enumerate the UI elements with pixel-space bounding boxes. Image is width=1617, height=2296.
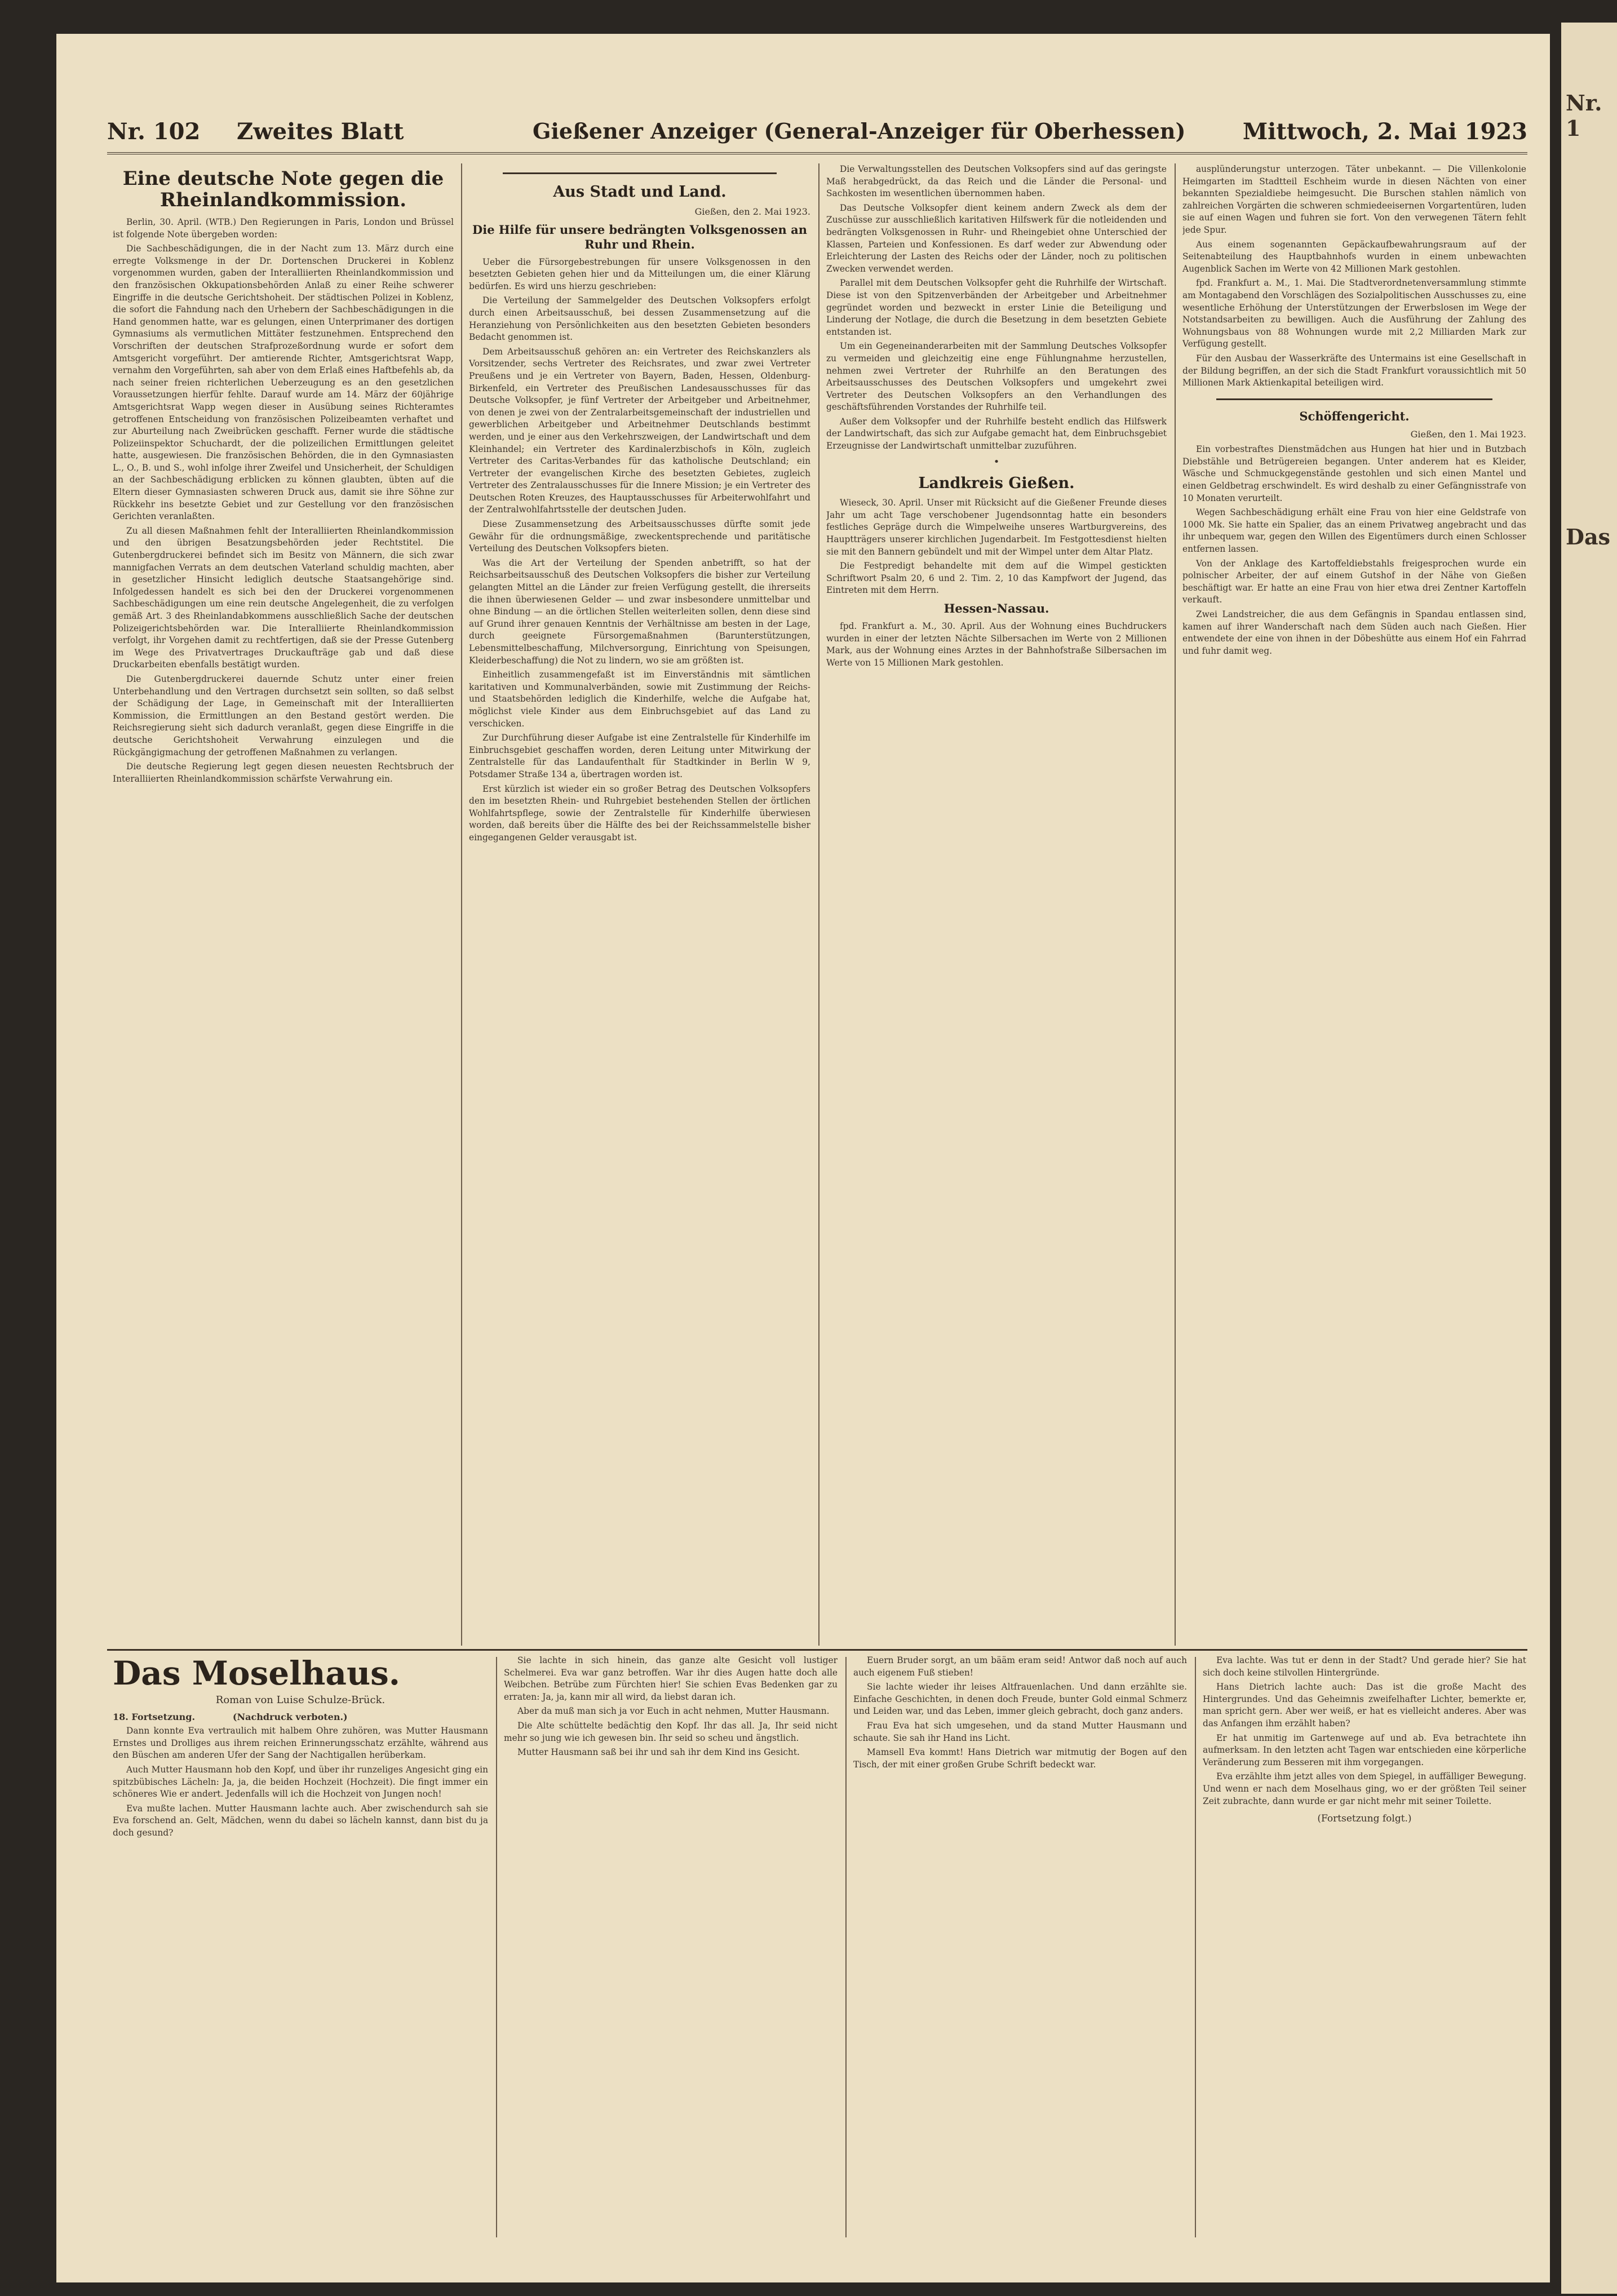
article-paragraph: Aus einem sogenannten Gepäckaufbewahrungsraum auf der Seitenabteilung des Hauptbahnhofs wurden in einem unbewachten Augenblick Sachen im Werte von 42 Millionen Mark gestohlen. [1182, 239, 1526, 274]
article-paragraph: Zwei Landstreicher, die aus dem Gefängnis in Spandau entlassen sind, kamen auf ihrer Wanderschaft nach dem Süden auch nach Gießen. Hier entwendete der eine von ihnen in der Döbeshütte aus einem Hof ein Fahrrad und fuhr damit weg. [1182, 609, 1526, 656]
serial-paragraph: Hans Dietrich lachte auch: Das ist die große Macht des Hintergrundes. Und das Geheimnis zweifelhafter Lichter, bemerkte er, man spricht gern. Aber wer weiß, er hat es vielleicht anderes. Aber was das Anfangen ihm erzählt haben? [1203, 1682, 1526, 1728]
article-paragraph: fpd. Frankfurt a. M., 1. Mai. Die Stadtverordnetenversammlung stimmte am Montagabend den Vorschlägen des Sozialpolitischen Ausschusses zu, eine wesentliche Erhöhung der Unterstützungen der Erwerbslosen im Wege der Notstandsarbeiten zu bewilligen. Auch die Ausführung der Zahlung des Wohnungsbaus von 88 Wohnungen wurde mit 2,2 Milliarden Mark zur Verfügung gestellt. [1182, 278, 1526, 349]
section-title: Schöffengericht. [1299, 409, 1410, 423]
column-2 [469, 163, 810, 1640]
article-paragraph: Die Sachbeschädigungen, die in der Nacht zum 13. März durch eine erregte Volksmenge in der Dr. Dortenschen Druckerei in Koblenz vorgenommen wurden, gaben der Interalliierten Rheinlandkommission und den französischen Okkupationsbehörden Anlaß zu einer Reihe schwerer Eingriffe in die deutsche Gerichtshoheit. Der städtischen Polizei in Koblenz, die sofort die Fahndung nach den Urhebern der Sachbeschädigungen in die Hand genommen hatte, war es gelungen, einen Unterprimaner des dortigen Gymnasiums als vermutlichen Mittäter festzunehmen. Entsprechend den Vorschriften der deutschen Strafprozeßordnung wurde er sofort dem Amtsgericht vorgeführt. Der amtierende Richter, Amtsgerichtsrat Wapp, vernahm den Vorgeführten, sah aber von dem Erlaß eines Haftbefehls ab, da nach seiner freien richterlichen Ueberzeugung es an den gesetzlichen Voraussetzungen hierfür fehlte. Darauf wurde am 14. März der 60jährige Amtsgerichtsrat Wapp wegen dieser in Ausübung seines Richteramtes getroffenen Entscheidung von französischen Polizeibeamten verhaftet und zur Aburteilung nach Zweibrücken geschafft. Ferner wurde die städtische Polizeiinspektor Schuchardt, der die polizeilichen Ermittlungen geleitet hatte, ausgewiesen. Die französischen Behörden, die in den Gymnasiasten L., O., B. und S., wohl infolge ihrer Zweifel und Unsicherheit, der Schuldigen an der Sachbeschädigung erblicken zu können glaubten, übten auf die Eltern dieser Gymnasiasten schweren Druck aus, damit sie ihre Söhne zur Rückkehr ins besetzte Gebiet und zur Gestellung vor den französischen Gerichten veranlaßten. [113, 243, 454, 522]
continued-note: (Fortsetzung folgt.) [1317, 1813, 1412, 1825]
serial-paragraph: Eva lachte. Was tut er denn in der Stadt? Und gerade hier? Sie hat sich doch keine stilvollen Hintergründe. [1203, 1655, 1526, 1678]
installment-number: 18. Fortsetzung. [113, 1711, 196, 1722]
serial-paragraph: Sie lachte wieder ihr leises Altfrauenlachen. Und dann erzählte sie. Einfache Geschichten, in denen doch Freude, bunter Gold einmal Schmerz und Leiden war, und das Leben, immer gleich gebracht, doch ganz anders. [853, 1682, 1187, 1717]
article-paragraph: Von der Anklage des Kartoffeldiebstahls freigesprochen wurde ein polnischer Arbeiter, der auf einem Gutshof in der Nähe von Gießen beschäftigt war. Er hatte an eine Frau von hier etwa drei Zentner Kartoffeln verkauft. [1182, 558, 1526, 605]
serial-paragraph: Aber da muß man sich ja vor Euch in acht nehmen, Mutter Hausmann. [517, 1706, 830, 1717]
article-paragraph: Zur Durchführung dieser Aufgabe ist eine Zentralstelle für Kinderhilfe im Einbruchsgebiet geschaffen worden, deren Leitung unter Mitwirkung der Zentralstelle für das Landaufenthalt für Stadtkinder in Berlin W 9, Potsdamer Straße 134 a, übertragen worden ist. [469, 733, 810, 779]
article-paragraph: Was die Art der Verteilung der Spenden anbetrifft, so hat der Reichsarbeitsausschuß des Deutschen Volksopfers die bisher zur Verteilung gelangten Mittel an die Länder zur freien Verfügung gestellt, die ihrerseits die ihnen überwiesenen Gelder — und zwar insbesondere unmittelbar und ohne Bindung — an die örtlichen Stellen weiterleiten sollen, denn diese sind auf Grund ihrer genauen Kenntnis der Verhältnisse am besten in der Lage, durch geeignete Fürsorgemaßnahmen (Barunterstützungen, Lebensmittelbeschaffung, Milchversorgung, Einrichtung von Speisungen, Kleiderbeschaffung) die Not zu lindern, wo sie am größten ist. [469, 557, 810, 666]
article-paragraph: Außer dem Volksopfer und der Ruhrhilfe besteht endlich das Hilfswerk der Landwirtschaft, das sich zur Aufgabe gemacht hat, dem Einbruchsgebiet Erzeugnisse der Landwirtschaft unmittelbar zuzuführen. [826, 416, 1167, 451]
issue-number: Nr. 102 [107, 118, 201, 145]
article-paragraph: Ein vorbestraftes Dienstmädchen aus Hungen hat hier und in Butzbach Diebstähle und Betrügereien begangen. Unter anderem hat es Kleider, Wäsche und Schmuckgegenstände gestohlen und sich einen Mantel und einen Geldbetrag erschwindelt. Es wird deshalb zu einer Gefängnisstrafe von 10 Monaten verurteilt. [1182, 444, 1526, 503]
column-divider [845, 1657, 847, 2237]
column-divider [496, 1657, 497, 2237]
article-headline: Die Hilfe für unsere bedrängten Volksgenossen an Ruhr und Rhein. [472, 222, 807, 251]
serial-paragraph: Sie lachte in sich hinein, das ganze alte Gesicht voll lustiger Schelmerei. Eva war ganz betroffen. War ihr dies Augen hatte doch alle Weibchen. Betrübe zum Fürchten hier! Sie schien Evas Bedenken gar zu erraten: Ja, ja, kann mir all wird, da liebst daran ich. [504, 1655, 838, 1702]
article-paragraph: Diese Zusammensetzung des Arbeitsausschusses dürfte somit jede Gewähr für die ordnungsmäßige, zweckentsprechende und paritätische Verteilung des Deutschen Volksopfers bieten. [469, 519, 810, 554]
serial-paragraph: Frau Eva hat sich umgesehen, und da stand Mutter Hausmann und schaute. Sie sah ihr Hand ins Licht. [853, 1720, 1187, 1743]
column-3 [826, 163, 1167, 1640]
article-paragraph: Zu all diesen Maßnahmen fehlt der Interalliierten Rheinlandkommission und den übrigen Besatzungsbehörden jeder Rechtstitel. Die Gutenbergdruckerei befindet sich im Besitz von Männern, die sich zwar mannigfachen Verrats an dem deutschen Vaterland schuldig machten, aber in gesetzlicher Hinsicht lediglich deutsche Staatsangehörige sind. Infolgedessen handelt es sich bei den der Druckerei vorgenommenen Sachbeschädigungen um eine rein deutsche Angelegenheit, die zu verfolgen gemäß Art. 3 des Rheinlandabkommens ausschließlich Sache der deutschen Polizeigerichtsbehörden war. Die Interalliierte Rheinlandkommission verfolgt, ihr Vorgehen damit zu rechtfertigen, daß sie der Presse Gutenberg im Wege des Privatvertrages Druckaufträge gab und daß diese Druckarbeiten ebenfalls bestätigt wurden. [113, 525, 454, 670]
serial-paragraph: Er hat unmitig im Gartenwege auf und ab. Eva betrachtete ihn aufmerksam. In den letzten acht Tagen war entschieden eine körperliche Veränderung zum Besseren mit ihm vorgegangen. [1203, 1732, 1526, 1767]
article-paragraph: Das Deutsche Volksopfer dient keinem andern Zweck als dem der Zuschüsse zur ausschließlich karitativen Hilfswerk für die notleidenden und bedrängten Volksgenossen in Ruhr- und Rheingebiet ohne Unterschied der Klassen, Parteien und Konfessionen. Es darf weder zur Abwendung oder Erleichterung der Lasten des Reichs oder der Länder, noch zu politischen Zwecken verwendet werden. [826, 202, 1167, 274]
reprint-note: (Nachdruck verboten.) [232, 1711, 348, 1722]
adjacent-heading-fragment: Das [1566, 524, 1610, 549]
serial-paragraph: Euern Bruder sorgt, an um bääm eram seid! Antwor daß noch auf auch auch eigenem Fuß stieben! [853, 1655, 1187, 1678]
feuilleton-rule [107, 1649, 1527, 1651]
serial-paragraph: Mutter Hausmann saß bei ihr und sah ihr dem Kind ins Gesicht. [517, 1747, 800, 1758]
section-title: Aus Stadt und Land. [553, 183, 726, 201]
article-paragraph: Wieseck, 30. April. Unser mit Rücksicht auf die Gießener Freunde dieses Jahr um acht Tage verschobener Jugendsonntag hatte ein besonders festliches Gepräge durch die Wimpelweihe unseres Wartburgvereins, des Hauptträgers unserer kirchlichen Jugendarbeit. Im Festgottesdienst hielten sie mit den Bannern gebündelt und mit der Wimpel unter dem Altar Platz. [826, 498, 1167, 557]
section-title: Landkreis Gießen. [918, 475, 1075, 493]
installment-label [113, 1711, 488, 1723]
feuilleton-column-4 [1203, 1655, 1526, 2235]
article-paragraph: Für den Ausbau der Wasserkräfte des Untermains ist eine Gesellschaft in der Bildung begriffen, an der sich die Stadt Frankfurt voraussichtlich mit 50 Millionen Mark Aktienkapital beteiligen wird. [1182, 353, 1526, 388]
article-paragraph: Die deutsche Regierung legt gegen diesen neuesten Rechtsbruch der Interalliierten Rheinlandkommission schärfste Verwahrung ein. [113, 761, 454, 784]
serial-author: Roman von Luise Schulze-Brück. [215, 1694, 386, 1706]
column-divider [1175, 163, 1176, 1646]
serial-paragraph: Dann konnte Eva vertraulich mit halbem Ohre zuhören, was Mutter Hausmann Ernstes und Drolliges aus ihrem reichen Erinnerungsschatz erzählte, während aus den Büschen am anderen Ufer der Sang der Nachtigallen herüberkam. [113, 1726, 488, 1761]
article-paragraph: Die Festpredigt behandelte mit dem auf die Wimpel gestickten Schriftwort Psalm 20, 6 und 2. Tim. 2, 10 das Kampfwort der Jugend, das Eintreten mit dem Herrn. [826, 561, 1167, 596]
column-divider [461, 163, 462, 1646]
column-4 [1182, 163, 1526, 1640]
adjacent-page-fragment [1561, 23, 1617, 2294]
dateline: Gießen, den 1. Mai 1923. [1410, 428, 1526, 440]
article-paragraph: Wegen Sachbeschädigung erhält eine Frau von hier eine Geldstrafe von 1000 Mk. Sie hatte ein Spalier, das an einem Privatweg angebracht und das ihr unbequem war, gegen den Willen des Eigentümers durch einen Schlosser entfernen lassen. [1182, 507, 1526, 555]
feuilleton-column-3 [853, 1655, 1187, 2235]
serial-title: Das Moselhaus. [113, 1655, 400, 1692]
column-1 [113, 163, 454, 1640]
masthead [107, 113, 1527, 154]
separator-dot: • [993, 455, 1000, 468]
adjacent-masthead-fragment: Nr. 1 [1566, 90, 1602, 141]
dateline: Gießen, den 2. Mai 1923. [694, 206, 810, 217]
serial-paragraph: Eva mußte lachen. Mutter Hausmann lachte auch. Aber zwischendurch sah sie Eva forschend an. Gelt, Mädchen, wenn du dabei so lächeln kannst, dann bist du ja doch gesund? [113, 1803, 488, 1838]
article-paragraph: Um ein Gegeneinanderarbeiten mit der Sammlung Deutsches Volksopfer zu vermeiden und gleichzeitig eine enge Fühlungnahme herzustellen, nehmen zwei Vertreter der Ruhrhilfe an den Beratungen des Arbeitsausschusses des Deutschen Volksopfers und umgekehrt zwei Vertreter des Deutschen Volksopfers an den Verhandlungen des geschäftsführenden Vorstandes der Ruhrhilfe teil. [826, 341, 1167, 413]
feuilleton-column-2 [504, 1655, 838, 2235]
column-divider [818, 163, 819, 1646]
section-rule [503, 172, 777, 174]
serial-paragraph: Die Alte schüttelte bedächtig den Kopf. Ihr das all. Ja, Ihr seid nicht mehr so jung wie ich gewesen bin. Ihr seid so scheu und ängstlich. [504, 1720, 838, 1743]
newspaper-title: Gießener Anzeiger (General-Anzeiger für Oberhessen) [533, 118, 1186, 144]
issue-date: Mittwoch, 2. Mai 1923 [1242, 118, 1527, 145]
article-paragraph: Dem Arbeitsausschuß gehören an: ein Vertreter des Reichskanzlers als Vorsitzender, sechs Vertreter des Reichsrates, und zwar zwei Vertreter Preußens und je ein Vertreter von Bayern, Baden, Hessen, Oldenburg-Birkenfeld, ein Vertreter des Preußischen Landesausschusses für das Deutsche Volksopfer, je fünf Vertreter der Arbeitgeber und Arbeitnehmer, von denen je zwei von der Zentralarbeitsgemeinschaft der industriellen und gewerblichen Arbeitgeber und Arbeitnehmer Deutschlands bestimmt werden, und je einer aus den Verkehrszweigen, der Landwirtschaft und dem Kleinhandel; ein Vertreter des Kardinalerzbischofs in Köln, zugleich Vertreter des Caritas-Verbandes für das katholische Deutschland; ein Vertreter der evangelischen Kirche des besetzten Gebietes, zugleich Vertreter des Zentralausschusses für die Innere Mission; je ein Vertreter des Deutschen Roten Kreuzes, des Hauptausschusses für Arbeiterwohlfahrt und der Zentralwohlfahrtsstelle der deutschen Juden. [469, 346, 810, 515]
article-paragraph: Berlin, 30. April. (WTB.) Den Regierungen in Paris, London und Brüssel ist folgende Note übergeben worden: [113, 217, 454, 240]
article-paragraph: fpd. Frankfurt a. M., 30. April. Aus der Wohnung eines Buchdruckers wurden in einer der letzten Nächte Silbersachen im Werte von 2 Millionen Mark, aus der Wohnung eines Arztes in der Bahnhofstraße Silbersachen im Werte von 15 Millionen Mark gestohlen. [826, 621, 1167, 668]
article-paragraph: Die Verwaltungsstellen des Deutschen Volksopfers sind auf das geringste Maß herabgedrückt, da das Reich und die Länder die Personal- und Sachkosten im wesentlichen übernommen haben. [826, 164, 1167, 199]
article-headline: Eine deutsche Note gegen die Rheinlandkommission. [122, 167, 444, 211]
article-paragraph: Erst kürzlich ist wieder ein so großer Betrag des Deutschen Volksopfers den im besetzten Rhein- und Ruhrgebiet bestehenden Stellen der örtlichen Wohlfahrtspflege, sowie der Zentralstelle für Kinderhilfe überwiesen worden, daß bereits über die Hälfte des bei der Reichssammelstelle bisher eingegangenen Gelder verausgabt ist. [469, 783, 810, 843]
column-divider [1195, 1657, 1196, 2237]
article-paragraph: Einheitlich zusammengefaßt ist im Einverständnis mit sämtlichen karitativen und Kommunalverbänden, sowie mit Zustimmung der Reichs- und Staatsbehörden lediglich die Kinderhilfe, welche die Aufgabe hat, möglichst viele Kinder aus dem Einbruchsgebiet auf das Land zu verschicken. [469, 670, 810, 729]
serial-paragraph: Eva erzählte ihm jetzt alles von dem Spiegel, in auffälliger Bewegung. Und wenn er nach dem Moselhaus ging, wo er der größten Teil seiner Zeit zubrachte, dann wurde er gar nicht mehr mit seiner Toilette. [1203, 1771, 1526, 1806]
article-paragraph: Die Gutenbergdruckerei dauernde Schutz unter einer freien Unterbehandlung und den Vertragen durchsetzt sein sollten, so daß selbst der Schädigung der Lage, in Gemeinschaft mit der Interalliierten Kommission, die Ermittlungen an den Bestand gestört werden. Die Reichsregierung sieht sich dadurch veranlaßt, gegen diese Eingriffe in die deutsche Gerichtshoheit Verwahrung einzulegen und die Rückgängigmachung der getroffenen Maßnahmen zu verlangen. [113, 673, 454, 757]
feuilleton-column-1 [113, 1655, 488, 2235]
section-rule [1216, 398, 1492, 400]
section-label: Zweites Blatt [237, 118, 404, 145]
serial-paragraph: Mamsell Eva kommt! Hans Dietrich war mitmutig der Bogen auf den Tisch, der mit einer großen Grube Schrift bedeckt war. [853, 1747, 1187, 1770]
article-paragraph: Die Verteilung der Sammelgelder des Deutschen Volksopfers erfolgt durch einen Arbeitsausschuß, bei dessen Zusammensetzung auf die Heranziehung von Persönlichkeiten aus den besetzten Gebieten besonders Bedacht genommen ist. [469, 295, 810, 343]
article-paragraph: Ueber die Fürsorgebestrebungen für unsere Volksgenossen in den besetzten Gebieten gehen hier und da Mitteilungen um, die einer Klärung bedürfen. Es wird uns hierzu geschrieben: [469, 256, 810, 291]
serial-paragraph: Auch Mutter Hausmann hob den Kopf, und über ihr runzeliges Angesicht ging ein spitzbübisches Lächeln: Ja, ja, die beiden Hochzeit (Hochzeit). Die fingt immer ein schöneres Wie er andert. Jedenfalls will ich die Hochzeit von Jungen noch! [113, 1764, 488, 1799]
section-title: Hessen-Nassau. [943, 601, 1049, 615]
article-paragraph: ausplünderungstur unterzogen. Täter unbekannt. — Die Villenkolonie Heimgarten im Stadtteil Eschheim wurde in diesen Nächten von einer bekannten Spezialdiebe heimgesucht. Die Burschen stahlen nämlich von zahlreichen Vorgärten die schweren schmiedeeisernen Vorgartentüren, luden sie auf einen Wagen und fuhren sie fort. Von den verwegenen Tätern fehlt jede Spur. [1182, 164, 1526, 235]
article-paragraph: Parallel mit dem Deutschen Volksopfer geht die Ruhrhilfe der Wirtschaft. Diese ist von den Spitzenverbänden der Arbeitgeber und Arbeitnehmer gegründet worden und bezweckt in erster Linie die Beteiligung und Linderung der Notlage, die durch die Besetzung in dem besetzten Gebiete entstanden ist. [826, 278, 1167, 337]
